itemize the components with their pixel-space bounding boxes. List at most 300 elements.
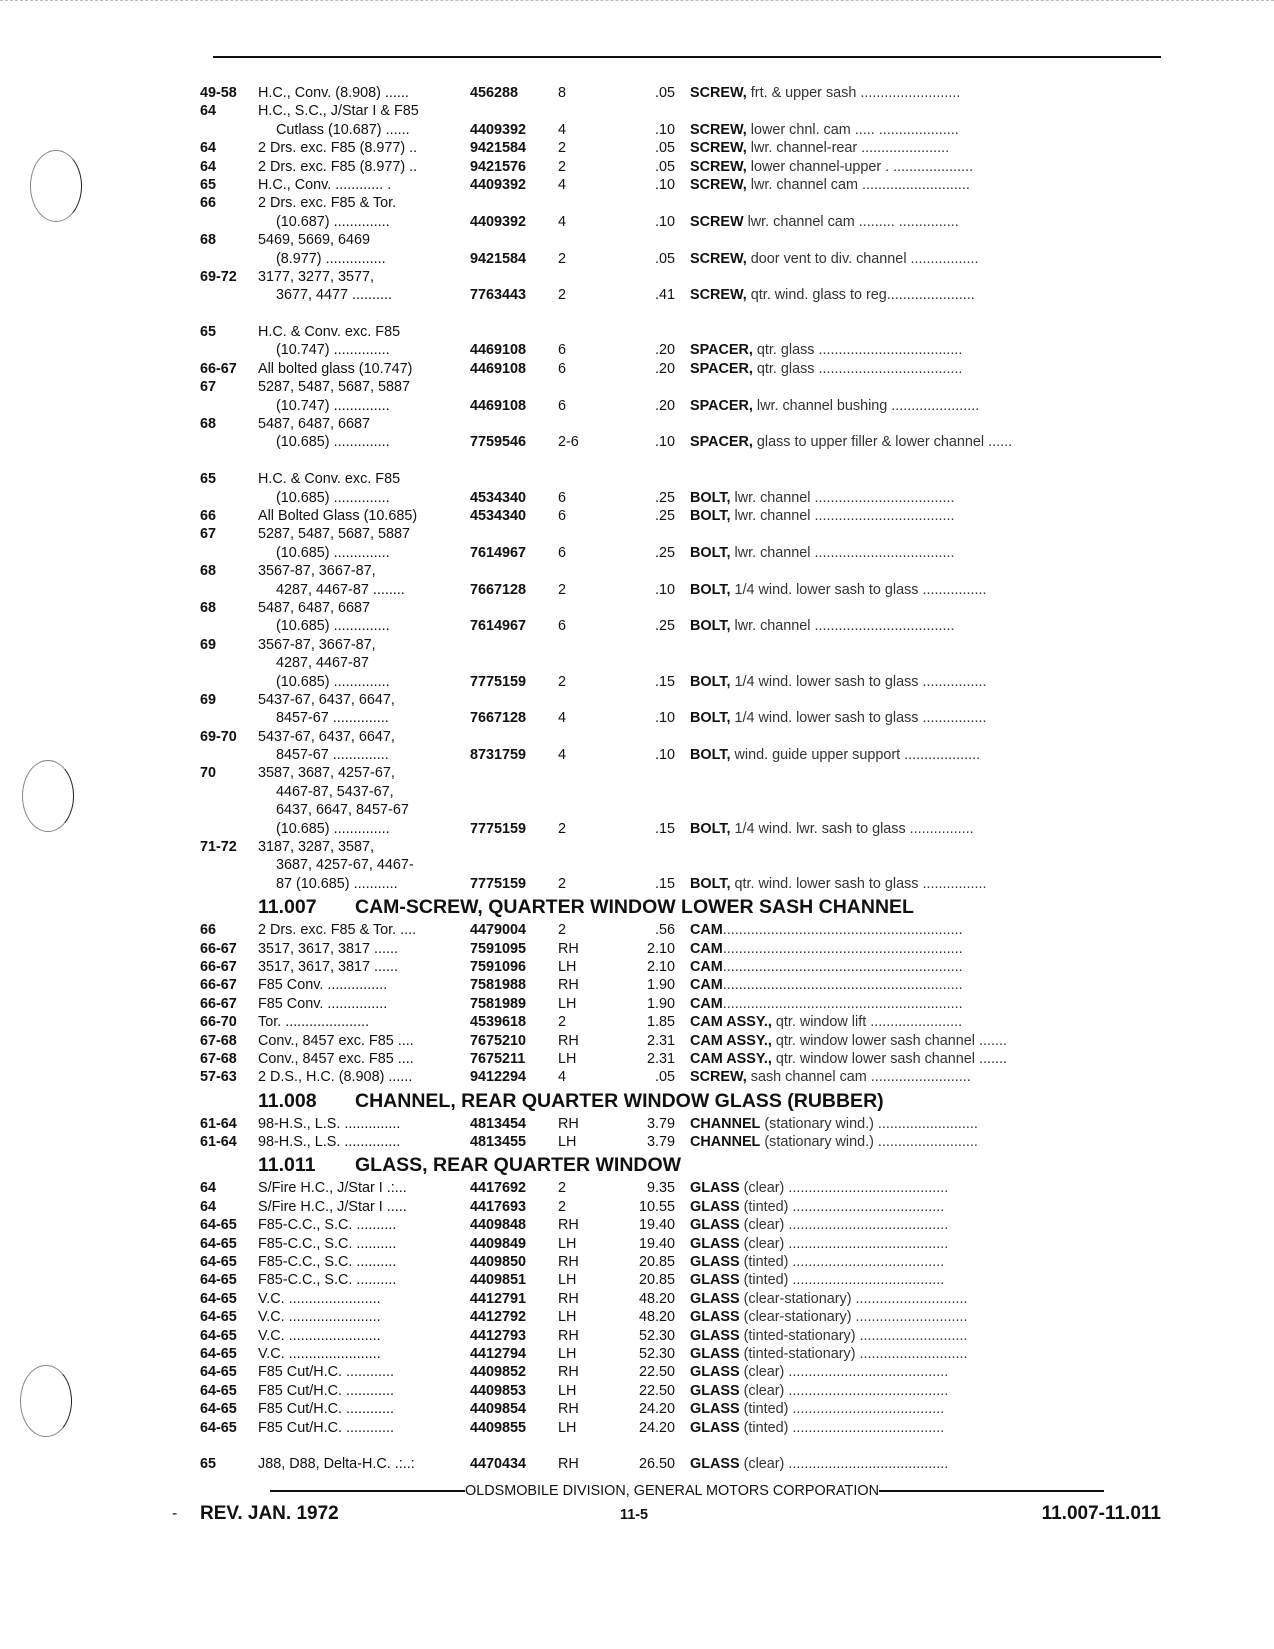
- part-name: [690, 507, 1162, 525]
- model-year: 64: [200, 158, 217, 175]
- part-name-bold: CAM ASSY.,: [690, 1050, 772, 1067]
- part-number: 7614967: [470, 618, 527, 635]
- price: 1.90: [646, 977, 675, 994]
- price: .41: [654, 287, 675, 304]
- part-name: [690, 709, 1162, 727]
- part-number: 4412794: [470, 1346, 527, 1362]
- part-number: 7775159: [470, 820, 527, 837]
- part-row: [200, 102, 1162, 120]
- part-name: [690, 1013, 1162, 1031]
- part-name-detail: door vent to div. channel .................: [746, 250, 979, 267]
- section-heading: [200, 893, 1162, 921]
- quantity: LH: [558, 1419, 577, 1436]
- application-description: [258, 1050, 478, 1068]
- description-text: All bolted glass (10.747): [258, 360, 413, 377]
- description-text: (10.747) ..............: [276, 397, 390, 414]
- model-year: 66-67: [200, 958, 237, 975]
- part-name: [690, 1327, 1162, 1345]
- part-row: [200, 194, 1162, 212]
- model-year: 67: [200, 379, 217, 396]
- model-year: 61-64: [200, 1115, 237, 1132]
- section-heading: [200, 1087, 1162, 1115]
- model-year: 67-68: [200, 1032, 237, 1049]
- part-number: 9412294: [470, 1069, 527, 1086]
- part-row: [200, 1013, 1162, 1031]
- margin-mark: -: [172, 1505, 178, 1522]
- section-title: CHANNEL, REAR QUARTER WINDOW GLASS (RUBBER): [355, 1089, 884, 1112]
- part-name-detail: qtr. window lift .......................: [771, 1014, 963, 1031]
- part-name-bold: GLASS: [690, 1309, 740, 1326]
- quantity: LH: [558, 1235, 577, 1252]
- description-text: F85-C.C., S.C. ..........: [258, 1272, 397, 1289]
- group-gap: [200, 452, 1162, 470]
- part-number: 4412792: [470, 1309, 527, 1326]
- model-year: 69: [200, 691, 217, 708]
- price: 1.85: [646, 1014, 675, 1031]
- corporation-name: OLDSMOBILE DIVISION, GENERAL MOTORS CORPORATION: [465, 1483, 879, 1499]
- application-description: [258, 617, 478, 635]
- part-number: 4409851: [470, 1272, 527, 1289]
- application-description: [258, 286, 478, 304]
- description-text: H.C. & Conv. exc. F85: [258, 324, 401, 341]
- description-text: 3677, 4477 ..........: [276, 287, 393, 304]
- part-row: [200, 158, 1162, 176]
- part-name-detail: lwr. channel bushing ......................: [752, 397, 980, 414]
- quantity: RH: [558, 977, 579, 994]
- part-name-bold: GLASS: [690, 1401, 740, 1418]
- part-name-detail: ............................................................: [722, 958, 963, 975]
- description-text: V.C. .......................: [258, 1346, 381, 1362]
- binder-hole-middle: [22, 760, 74, 832]
- price: 3.79: [646, 1115, 675, 1132]
- quantity: RH: [558, 1327, 579, 1344]
- part-number: 4469108: [470, 360, 527, 377]
- part-name: [690, 921, 1162, 939]
- part-name-detail: lwr. channel cam ......... ...............: [743, 213, 959, 230]
- binder-hole-bottom: [20, 1365, 72, 1437]
- part-name-bold: SCREW,: [690, 1069, 747, 1086]
- part-name-bold: SCREW,: [690, 85, 747, 101]
- part-name-bold: GLASS: [690, 1419, 740, 1436]
- description-text: F85 Cut/H.C. ............: [258, 1364, 394, 1381]
- part-row: [200, 581, 1162, 599]
- part-name: [690, 1050, 1162, 1068]
- application-description: [258, 709, 478, 727]
- quantity: 2: [558, 1180, 567, 1197]
- part-row: [200, 709, 1162, 727]
- application-description: [258, 1235, 478, 1253]
- part-name-detail: (tinted-stationary) ...........................: [739, 1346, 968, 1362]
- application-description: [258, 231, 478, 249]
- part-name: [690, 1290, 1162, 1308]
- quantity: 2: [558, 1014, 567, 1031]
- part-name-detail: sash channel cam .........................: [746, 1069, 971, 1086]
- description-text: F85-C.C., S.C. ..........: [258, 1254, 397, 1271]
- part-row: [200, 415, 1162, 433]
- part-name-detail: (stationary wind.) .........................: [760, 1115, 978, 1132]
- model-year: 65: [200, 471, 217, 488]
- part-row: [200, 856, 1162, 874]
- model-year: 65: [200, 176, 217, 193]
- part-row: [200, 323, 1162, 341]
- description-text: (10.747) ..............: [276, 342, 390, 359]
- part-name-bold: SPACER,: [690, 342, 753, 359]
- description-text: J88, D88, Delta-H.C. .:..:: [258, 1456, 415, 1473]
- price: .05: [654, 140, 675, 157]
- part-row: [200, 176, 1162, 194]
- application-description: [258, 1327, 478, 1345]
- part-name: [690, 489, 1162, 507]
- price: .10: [654, 747, 675, 764]
- part-name: [690, 1345, 1162, 1363]
- part-name: [690, 581, 1162, 599]
- description-text: 3567-87, 3667-87,: [258, 563, 376, 580]
- application-description: [258, 673, 478, 691]
- model-year: 64-65: [200, 1401, 237, 1418]
- price: .25: [654, 489, 675, 506]
- part-row: [200, 470, 1162, 488]
- part-row: [200, 838, 1162, 856]
- part-name-detail: (clear) ........................................: [739, 1235, 949, 1252]
- description-text: 2 Drs. exc. F85 & Tor. ....: [258, 922, 417, 939]
- description-text: 2 D.S., H.C. (8.908) ......: [258, 1069, 413, 1086]
- part-number: 4470434: [470, 1456, 527, 1473]
- description-text: S/Fire H.C., J/Star I .:...: [258, 1180, 407, 1197]
- part-name: [690, 1133, 1162, 1151]
- quantity: LH: [558, 1382, 577, 1399]
- part-number: 4539618: [470, 1014, 527, 1031]
- part-name-detail: wind. guide upper support ...................: [730, 747, 981, 764]
- part-name: [690, 84, 1162, 102]
- section-number: 11.007: [258, 896, 317, 919]
- section-number: 11.008: [258, 1089, 317, 1112]
- part-name-detail: 1/4 wind. lwr. sash to glass ................: [730, 820, 974, 837]
- price: .25: [654, 544, 675, 561]
- part-number: 7675210: [470, 1032, 527, 1049]
- part-name-detail: lower channel-upper . ....................: [746, 158, 974, 175]
- model-year: 64: [200, 103, 217, 120]
- application-description: [258, 268, 478, 286]
- footer-rule-right: [879, 1490, 1104, 1492]
- model-year: 64: [200, 1180, 217, 1197]
- application-description: [258, 139, 478, 157]
- quantity: 6: [558, 342, 567, 359]
- quantity: 6: [558, 618, 567, 635]
- model-year: 70: [200, 765, 217, 782]
- part-name-bold: BOLT,: [690, 820, 731, 837]
- part-name-detail: (tinted-stationary) ...........................: [739, 1327, 968, 1344]
- quantity: RH: [558, 1115, 579, 1132]
- part-name-bold: BOLT,: [690, 581, 731, 598]
- quantity: 6: [558, 489, 567, 506]
- part-row: [200, 764, 1162, 782]
- price: .05: [654, 250, 675, 267]
- footer-rule-left: [270, 1490, 465, 1492]
- part-row: [200, 1363, 1162, 1381]
- part-name-detail: (tinted) ......................................: [739, 1254, 945, 1271]
- part-name: [690, 286, 1162, 304]
- description-text: (10.685) ..............: [276, 673, 390, 690]
- part-row: [200, 84, 1162, 102]
- description-text: 3517, 3617, 3817 ......: [258, 958, 399, 975]
- application-description: [258, 1032, 478, 1050]
- part-row: [200, 544, 1162, 562]
- quantity: 2: [558, 875, 567, 892]
- part-name-detail: (tinted) ......................................: [739, 1419, 945, 1436]
- part-name-bold: SCREW,: [690, 287, 747, 304]
- model-year: 67: [200, 526, 217, 543]
- part-number: 4409392: [470, 213, 527, 230]
- price: 20.85: [638, 1254, 675, 1271]
- application-description: [258, 636, 478, 654]
- part-name-bold: GLASS: [690, 1235, 740, 1252]
- part-name-bold: GLASS: [690, 1180, 740, 1197]
- part-name: [690, 397, 1162, 415]
- model-year: 64: [200, 1198, 217, 1215]
- description-text: 3587, 3687, 4257-67,: [258, 765, 395, 782]
- part-name: [690, 1253, 1162, 1271]
- part-name: [690, 341, 1162, 359]
- application-description: [258, 856, 478, 874]
- application-description: [258, 121, 478, 139]
- price: .10: [654, 434, 675, 451]
- price: .15: [654, 875, 675, 892]
- part-name-bold: CAM: [690, 940, 723, 957]
- part-name-detail: qtr. glass ....................................: [752, 360, 963, 377]
- price: .25: [654, 507, 675, 524]
- application-description: [258, 1363, 478, 1381]
- description-text: H.C., Conv. ............ .: [258, 176, 392, 193]
- part-row: [200, 213, 1162, 231]
- part-number: 456288: [470, 85, 519, 101]
- quantity: 4: [558, 747, 567, 764]
- part-number: 4409849: [470, 1235, 527, 1252]
- section-range: 11.007-11.011: [1041, 1503, 1161, 1524]
- part-number: 7775159: [470, 673, 527, 690]
- application-description: [258, 1382, 478, 1400]
- application-description: [258, 397, 478, 415]
- part-row: [200, 599, 1162, 617]
- part-name-bold: GLASS: [690, 1272, 740, 1289]
- description-text: 2 Drs. exc. F85 (8.977) ..: [258, 158, 418, 175]
- application-description: [258, 654, 478, 672]
- part-number: 4412793: [470, 1327, 527, 1344]
- part-number: 7591095: [470, 940, 527, 957]
- price: 20.85: [638, 1272, 675, 1289]
- application-description: [258, 728, 478, 746]
- part-name-detail: (clear) ........................................: [739, 1364, 949, 1381]
- description-text: 6437, 6647, 8457-67: [276, 802, 409, 819]
- application-description: [258, 1400, 478, 1418]
- part-name-bold: GLASS: [690, 1327, 740, 1344]
- part-name-detail: 1/4 wind. lower sash to glass ................: [730, 581, 987, 598]
- part-name-detail: (clear) ........................................: [739, 1217, 949, 1234]
- part-row: [200, 360, 1162, 378]
- quantity: RH: [558, 1032, 579, 1049]
- part-name: [690, 1032, 1162, 1050]
- description-text: (10.685) ..............: [276, 434, 390, 451]
- part-number: 7591096: [470, 958, 527, 975]
- part-name-bold: SCREW,: [690, 250, 747, 267]
- part-name-bold: BOLT,: [690, 544, 731, 561]
- part-row: [200, 562, 1162, 580]
- quantity: 6: [558, 507, 567, 524]
- price: .10: [654, 176, 675, 193]
- part-row: [200, 489, 1162, 507]
- description-text: V.C. .......................: [258, 1309, 381, 1326]
- part-row: [200, 617, 1162, 635]
- model-year: 65: [200, 1456, 217, 1473]
- part-name-detail: frt. & upper sash .........................: [746, 85, 961, 101]
- part-name: [690, 995, 1162, 1013]
- part-name-bold: CAM ASSY.,: [690, 1014, 772, 1031]
- description-text: 2 Drs. exc. F85 (8.977) ..: [258, 140, 418, 157]
- application-description: [258, 875, 478, 893]
- application-description: [258, 433, 478, 451]
- part-name: [690, 176, 1162, 194]
- part-number: 4409850: [470, 1254, 527, 1271]
- part-row: [200, 507, 1162, 525]
- part-name: [690, 544, 1162, 562]
- application-description: [258, 323, 478, 341]
- price: 2.31: [646, 1032, 675, 1049]
- part-name: [690, 1455, 1162, 1473]
- price: 52.30: [638, 1327, 675, 1344]
- quantity: 2: [558, 922, 567, 939]
- part-name: [690, 820, 1162, 838]
- part-name: [690, 1198, 1162, 1216]
- application-description: [258, 415, 478, 433]
- part-name-bold: SPACER,: [690, 434, 753, 451]
- price: 48.20: [638, 1290, 675, 1307]
- price: .15: [654, 820, 675, 837]
- application-description: [258, 562, 478, 580]
- model-year: 64-65: [200, 1254, 237, 1271]
- part-name-detail: (clear-stationary) ............................: [739, 1309, 968, 1326]
- part-row: [200, 976, 1162, 994]
- part-name-bold: GLASS: [690, 1364, 740, 1381]
- part-row: [200, 1050, 1162, 1068]
- application-description: [258, 489, 478, 507]
- application-description: [258, 1308, 478, 1326]
- group-gap: [200, 1437, 1162, 1455]
- application-description: [258, 581, 478, 599]
- part-number: 7667128: [470, 710, 527, 727]
- quantity: 2: [558, 140, 567, 157]
- model-year: 64-65: [200, 1235, 237, 1252]
- application-description: [258, 783, 478, 801]
- price: 24.20: [638, 1401, 675, 1418]
- description-text: 3687, 4257-67, 4467-: [276, 857, 414, 874]
- price: 48.20: [638, 1309, 675, 1326]
- model-year: 66: [200, 195, 217, 212]
- part-row: [200, 1400, 1162, 1418]
- part-row: [200, 1455, 1162, 1473]
- part-row: [200, 1382, 1162, 1400]
- model-year: 61-64: [200, 1134, 237, 1151]
- description-text: 2 Drs. exc. F85 & Tor.: [258, 195, 397, 212]
- part-name-bold: SPACER,: [690, 397, 753, 414]
- part-row: [200, 1235, 1162, 1253]
- application-description: [258, 838, 478, 856]
- part-name: [690, 1235, 1162, 1253]
- price: 19.40: [638, 1217, 675, 1234]
- part-name: [690, 158, 1162, 176]
- part-name-bold: GLASS: [690, 1198, 740, 1215]
- price: .20: [654, 342, 675, 359]
- part-name-bold: BOLT,: [690, 875, 731, 892]
- quantity: 4: [558, 176, 567, 193]
- model-year: 66-70: [200, 1014, 237, 1031]
- part-row: [200, 1308, 1162, 1326]
- part-name: [690, 433, 1162, 451]
- application-description: [258, 250, 478, 268]
- price: .20: [654, 360, 675, 377]
- price: 3.79: [646, 1134, 675, 1151]
- part-name: [690, 1068, 1162, 1086]
- part-name-detail: lwr. channel ...................................: [730, 618, 955, 635]
- part-row: [200, 801, 1162, 819]
- part-name-detail: lwr. channel ...................................: [730, 507, 955, 524]
- part-name: [690, 250, 1162, 268]
- price: .05: [654, 1069, 675, 1086]
- quantity: LH: [558, 1346, 577, 1362]
- part-row: [200, 636, 1162, 654]
- application-description: [258, 213, 478, 231]
- part-name: [690, 746, 1162, 764]
- description-text: 98-H.S., L.S. ..............: [258, 1134, 401, 1151]
- application-description: [258, 84, 478, 102]
- part-row: [200, 691, 1162, 709]
- model-year: 71-72: [200, 839, 237, 856]
- description-text: Conv., 8457 exc. F85 ....: [258, 1032, 414, 1049]
- price: .15: [654, 673, 675, 690]
- section-number: 11.011: [258, 1154, 316, 1177]
- application-description: [258, 764, 478, 782]
- scan-edge: [0, 0, 1274, 21]
- application-description: [258, 801, 478, 819]
- model-year: 66: [200, 922, 217, 939]
- quantity: 4: [558, 213, 567, 230]
- application-description: [258, 1179, 478, 1197]
- application-description: [258, 976, 478, 994]
- part-name-bold: GLASS: [690, 1382, 740, 1399]
- section-heading: [200, 1151, 1162, 1179]
- model-year: 64-65: [200, 1419, 237, 1436]
- quantity: 6: [558, 397, 567, 414]
- price: 2.10: [646, 940, 675, 957]
- description-text: F85-C.C., S.C. ..........: [258, 1235, 397, 1252]
- model-year: 68: [200, 599, 217, 616]
- model-year: 66-67: [200, 940, 237, 957]
- part-name-detail: (clear) ........................................: [739, 1382, 949, 1399]
- part-row: [200, 433, 1162, 451]
- part-row: [200, 1419, 1162, 1437]
- model-year: 64-65: [200, 1364, 237, 1381]
- part-name-detail: (clear-stationary) ............................: [739, 1290, 968, 1307]
- model-year: 64-65: [200, 1382, 237, 1399]
- part-name-detail: qtr. window lower sash channel .......: [771, 1050, 1007, 1067]
- part-name-bold: SCREW: [690, 213, 744, 230]
- part-number: 4813455: [470, 1134, 527, 1151]
- part-row: [200, 940, 1162, 958]
- part-number: 4409848: [470, 1217, 527, 1234]
- model-year: 68: [200, 563, 217, 580]
- part-number: 4409854: [470, 1401, 527, 1418]
- description-text: 5487, 6487, 6687: [258, 599, 371, 616]
- part-number: 4409853: [470, 1382, 527, 1399]
- description-text: 5287, 5487, 5687, 5887: [258, 526, 411, 543]
